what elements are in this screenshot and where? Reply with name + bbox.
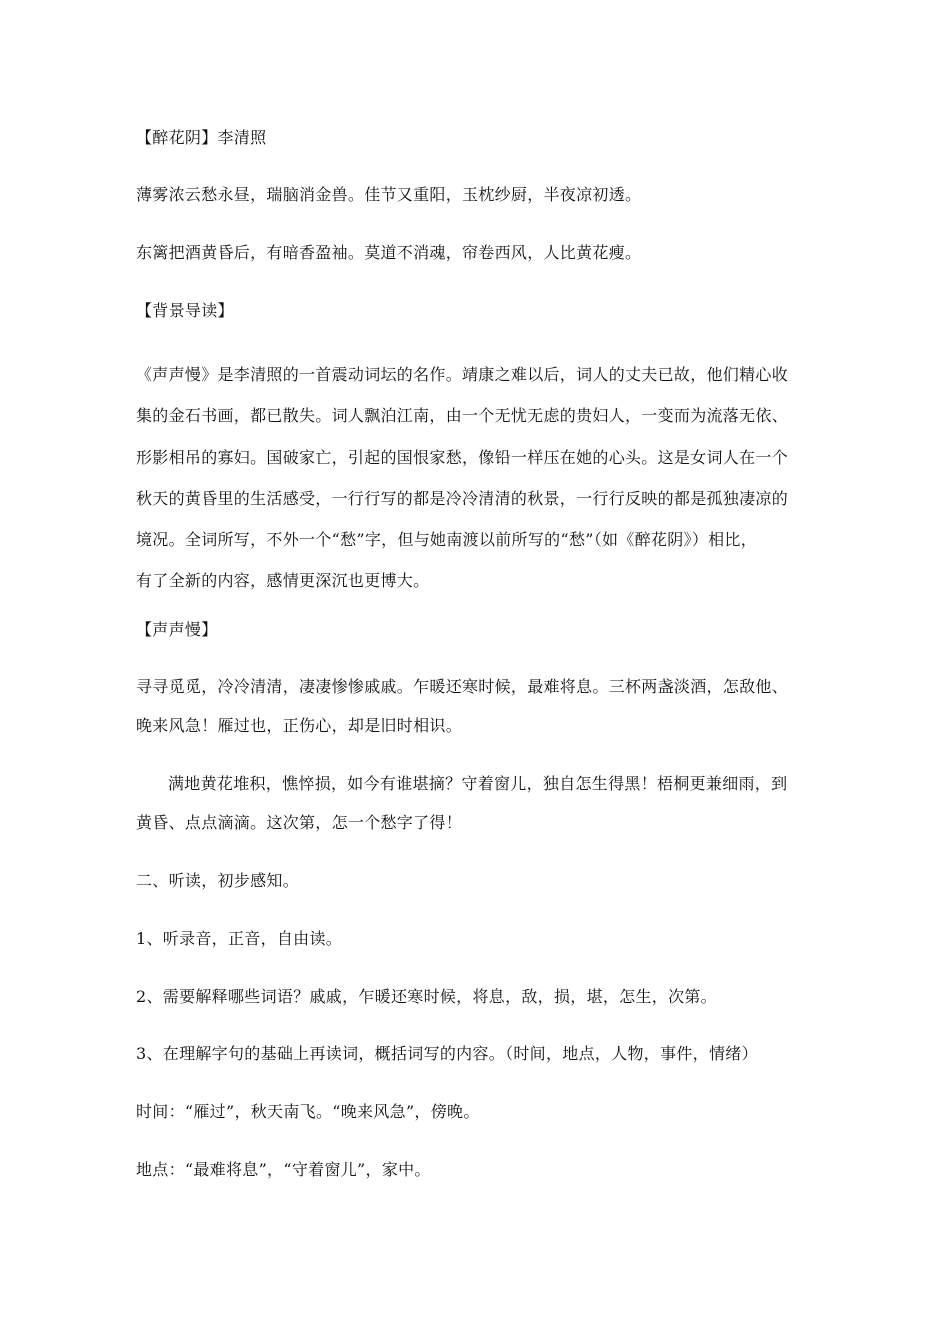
- shengshengman-line-2: 晚来风急！雁过也，正伤心，却是旧时相识。: [136, 715, 463, 735]
- list-item: 2、需要解释哪些词语？戚戚，乍暖还寒时候，将息，敌，损，堪，怎生，次第。: [136, 986, 717, 1006]
- background-paragraph: [136, 354, 820, 602]
- time-line: 时间：“雁过”，秋天南飞。“晚来风急”，傍晚。: [136, 1101, 480, 1121]
- list-item: 1、听录音，正音，自由读。: [136, 928, 343, 948]
- background-line: 《声声慢》是李清照的一首震动词坛的名作。靖康之难以后，词人的丈夫已故，他们精心收: [136, 365, 789, 384]
- shengshengman-line-3: 满地黄花堆积，憔悴损，如今有谁堪摘？守着窗儿，独自怎生得黑！梧桐更兼细雨，到: [168, 773, 788, 793]
- background-line: 有了全新的内容，感情更深沉也更博大。: [136, 571, 430, 591]
- poem-line-2: 东篱把酒黄昏后，有暗香盈袖。莫道不消魂，帘卷西风，人比黄花瘦。: [136, 243, 642, 262]
- shengshengman-line-1: 寻寻觅觅，冷冷清清，凄凄惨惨戚戚。乍暖还寒时候，最难将息。三杯两盏淡酒，怎敌他、: [136, 676, 789, 696]
- section-heading-2: 二、听读，初步感知。: [136, 870, 300, 890]
- poem-line-1: 薄雾浓云愁永昼，瑞脑消金兽。佳节又重阳，玉枕纱厨，半夜凉初透。: [136, 185, 642, 204]
- background-heading: 【背景导读】: [136, 301, 234, 320]
- background-line: 境况。全词所写，不外一个“愁”字，但与她南渡以前所写的“愁”（如《醉花阴》）相比，: [136, 530, 758, 550]
- background-line: 集的金石书画，都已散失。词人飘泊江南，由一个无忧无虑的贵妇人，一变而为流落无依、: [136, 406, 789, 426]
- shengshengman-heading: 【声声慢】: [136, 619, 218, 639]
- background-line: 形影相吊的寡妇。国破家亡，引起的国恨家愁，像铅一样压在她的心头。这是女词人在一个: [136, 447, 789, 467]
- shengshengman-line-4: 黄昏、点点滴滴。这次第，怎一个愁字了得！: [136, 812, 463, 832]
- background-line: 秋天的黄昏里的生活感受，一行行写的都是冷冷清清的秋景，一行行反映的都是孤独凄凉的: [136, 488, 789, 508]
- document-body: [136, 123, 820, 1184]
- poem-title: 【醉花阴】李清照: [136, 128, 267, 147]
- list-item: 3、在理解字句的基础上再读词，概括词写的内容。（时间，地点，人物，事件，情绪）: [136, 1043, 758, 1063]
- place-line: 地点：“最难将息”，“守着窗儿”，家中。: [136, 1159, 431, 1179]
